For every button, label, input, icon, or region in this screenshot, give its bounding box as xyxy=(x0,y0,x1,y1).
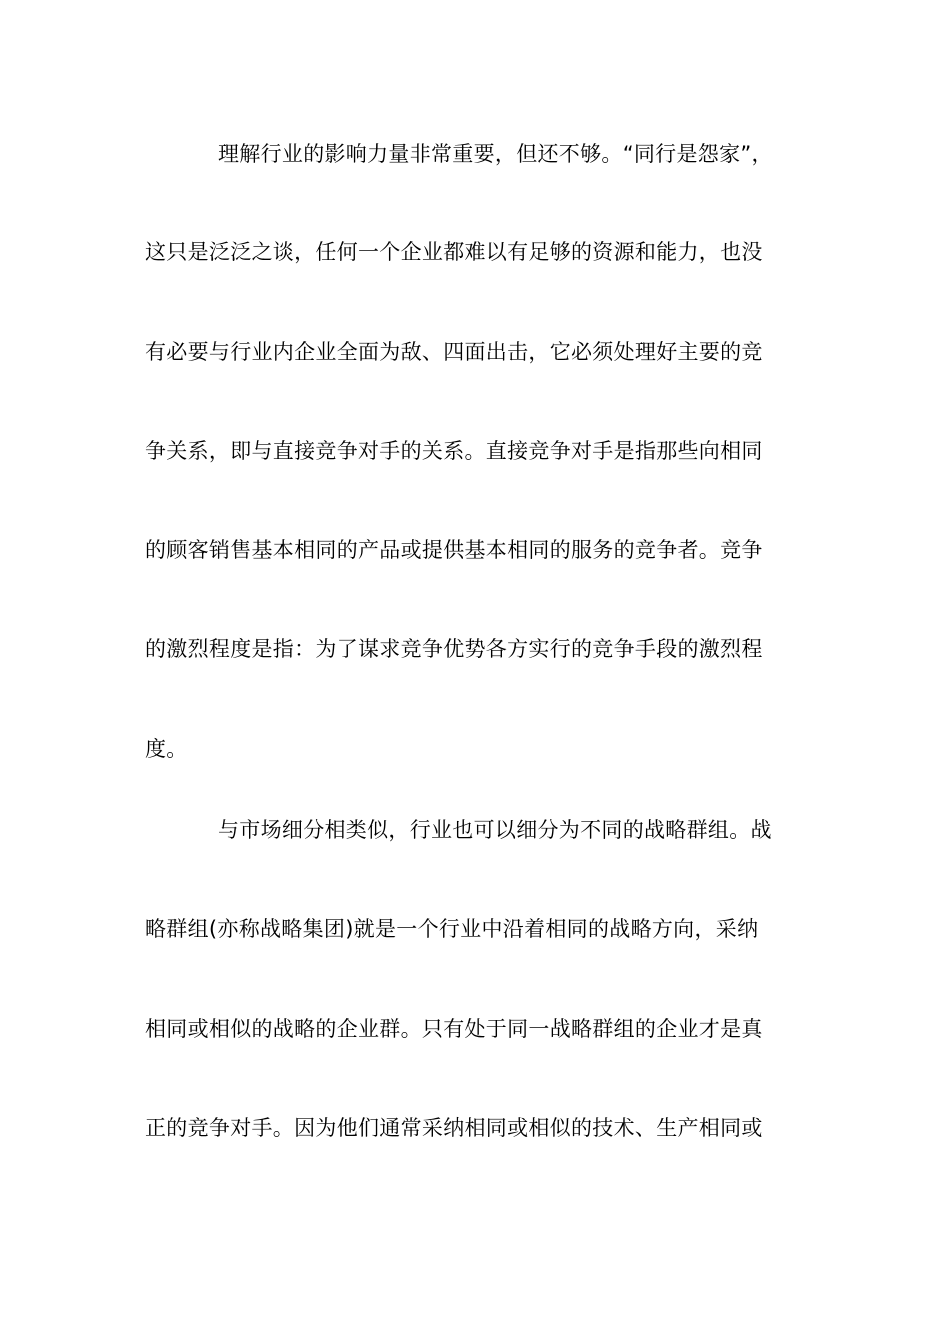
paragraph-line: 理解行业的影响力量非常重要，但还不够。“同行是怨家”， xyxy=(218,142,773,166)
paragraph-line: 度。 xyxy=(145,737,188,761)
paragraph-line: 有必要与行业内企业全面为敌、四面出击，它必须处理好主要的竞 xyxy=(145,340,763,364)
paragraph-line: 的激烈程度是指：为了谋求竞争优势各方实行的竞争手段的激烈程 xyxy=(145,637,763,661)
paragraph-line: 相同或相似的战略的企业群。只有处于同一战略群组的企业才是真 xyxy=(145,1017,763,1041)
paragraph-line: 略群组(亦称战略集团)就是一个行业中沿着相同的战略方向，采纳 xyxy=(145,917,759,941)
paragraph-line: 争关系，即与直接竞争对手的关系。直接竞争对手是指那些向相同 xyxy=(145,439,763,463)
paragraph-line: 的顾客销售基本相同的产品或提供基本相同的服务的竞争者。竞争 xyxy=(145,538,763,562)
paragraph-line: 与市场细分相类似，行业也可以细分为不同的战略群组。战 xyxy=(218,818,772,842)
paragraph-line: 正的竞争对手。因为他们通常采纳相同或相似的技术、生产相同或 xyxy=(145,1116,763,1140)
paragraph-line: 这只是泛泛之谈，任何一个企业都难以有足够的资源和能力，也没 xyxy=(145,240,763,264)
